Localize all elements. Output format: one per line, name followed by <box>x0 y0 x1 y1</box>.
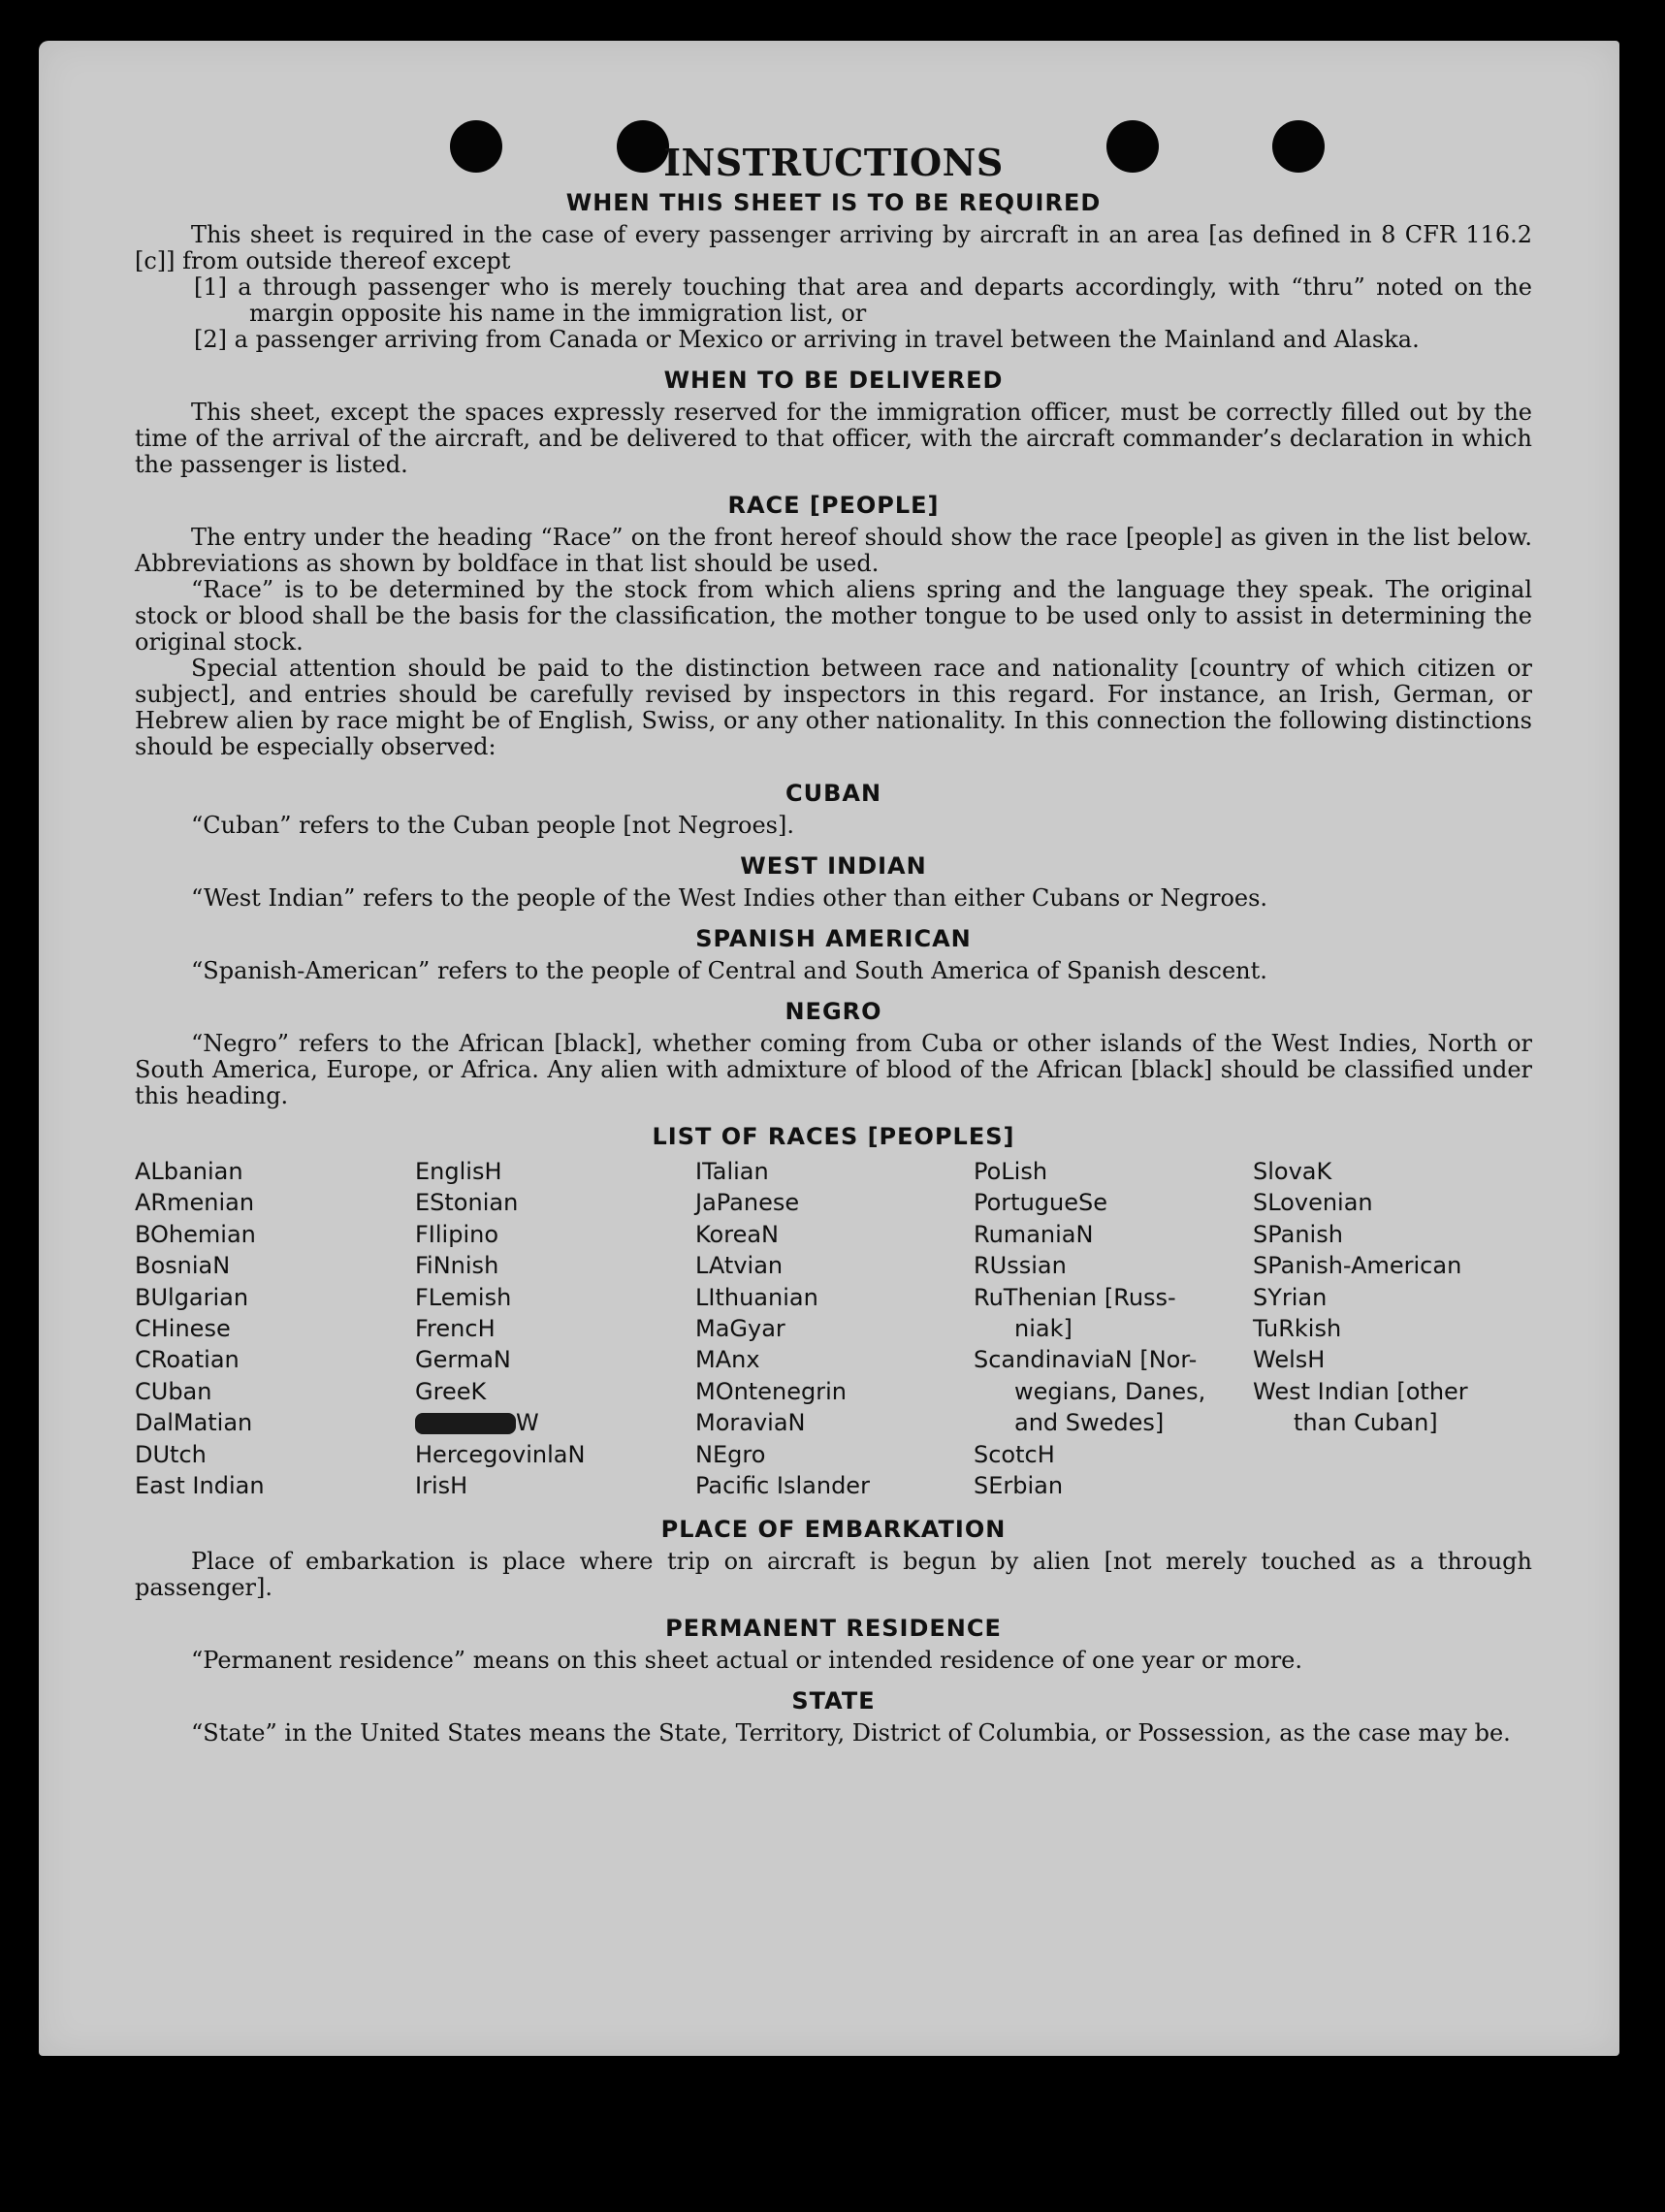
race-entry: SPanish <box>1253 1220 1343 1248</box>
ink-smudge <box>415 1413 516 1434</box>
race-entry: SPanish-American <box>1253 1252 1462 1280</box>
race-entry <box>415 1407 695 1438</box>
race-entry: FIlipino <box>415 1220 499 1248</box>
spanish-american-text: “Spanish-American” refers to the people of Central and South America of Spanish descent. <box>191 957 1267 984</box>
section-heading-residence: PERMANENT RESIDENCE <box>665 1615 1002 1643</box>
section-heading-race: RACE [PEOPLE] <box>727 492 940 519</box>
race-entry: PoLish <box>974 1158 1048 1185</box>
race-entry: CRoatian <box>135 1346 240 1374</box>
cuban-text: “Cuban” refers to the Cuban people [not Negroes]. <box>191 812 794 839</box>
section-heading-required: WHEN THIS SHEET IS TO BE REQUIRED <box>565 189 1102 216</box>
race-entry: SLovenian <box>1253 1189 1373 1217</box>
race-entry: RUssian <box>974 1252 1067 1280</box>
race-entry: SYrian <box>1253 1283 1328 1311</box>
race-entry: West Indian [other <box>1253 1377 1468 1405</box>
race-entry: SErbian <box>974 1472 1064 1500</box>
race-entry: MOntenegrin <box>695 1377 847 1405</box>
race-paragraph-3: Special attention should be paid to the distinction between race and nationality [country of which citizen or subject], and entries should be carefully revised by inspectors in this regard. For instance, an Irish, German, or Hebrew alien by race might be of English, Swiss, or any other nationality. In this connection the following distinctions should be especially observed: <box>135 655 1532 760</box>
race-entry: BosniaN <box>135 1252 231 1280</box>
race-entry: LAtvian <box>695 1252 784 1280</box>
race-entry: DUtch <box>135 1440 207 1468</box>
section-heading-list-of-races: LIST OF RACES [PEOPLES] <box>652 1123 1015 1150</box>
smudged-race-suffix: W <box>516 1409 539 1437</box>
race-entry: SlovaK <box>1253 1158 1332 1185</box>
race-entry <box>1253 1470 1532 1501</box>
section-heading-state: STATE <box>791 1687 876 1715</box>
instructions-content <box>135 142 1532 1747</box>
race-entry: BUlgarian <box>135 1283 249 1311</box>
race-entry: LIthuanian <box>695 1283 818 1311</box>
section-heading-negro: NEGRO <box>784 998 882 1025</box>
race-entry: niak] <box>1014 1315 1073 1343</box>
race-entry: TuRkish <box>1253 1315 1342 1343</box>
race-entry: WelsH <box>1253 1346 1326 1374</box>
race-paragraph-1: The entry under the heading “Race” on the front hereof should show the race [people] as given in the list below. Abbreviations as shown by boldface in that list should be used. <box>135 524 1532 577</box>
race-entry: East Indian <box>135 1472 265 1500</box>
section-heading-cuban: CUBAN <box>784 780 882 807</box>
race-entry: ScotcH <box>974 1440 1055 1468</box>
race-entry: CHinese <box>135 1315 231 1343</box>
race-entry: FrencH <box>415 1315 496 1343</box>
race-entry: FiNnish <box>415 1252 499 1280</box>
race-entry: HercegovinlaN <box>415 1440 586 1468</box>
race-entry: MaGyar <box>695 1315 785 1343</box>
required-item-2: [2] a passenger arriving from Canada or Mexico or arriving in travel between the Mainland and Alaska. <box>194 326 1420 353</box>
race-entry: JaPanese <box>695 1189 800 1217</box>
race-entry: and Swedes] <box>1014 1409 1165 1437</box>
section-heading-spanish-american: SPANISH AMERICAN <box>695 925 972 952</box>
section-heading-west-indian: WEST INDIAN <box>740 852 927 880</box>
residence-text: “Permanent residence” means on this sheet actual or intended residence of one year or more. <box>191 1647 1302 1675</box>
race-entry: ALbanian <box>135 1158 243 1185</box>
required-intro: This sheet is required in the case of every passenger arriving by aircraft in an area [as defined in 8 CFR 116.2 [c]] from outside thereof except <box>135 221 1532 274</box>
page-title: INSTRUCTIONS <box>663 141 1004 184</box>
embarkation-text: Place of embarkation is place where trip on aircraft is begun by alien [not merely touched as a through passenger]. <box>135 1548 1532 1602</box>
race-entry: KoreaN <box>695 1220 779 1248</box>
race-entry: MAnx <box>695 1346 760 1374</box>
race-entry: CUban <box>135 1377 212 1405</box>
race-entry: than Cuban] <box>1294 1409 1438 1437</box>
state-text: “State” in the United States means the State, Territory, District of Columbia, or Possession, as the case may be. <box>191 1719 1511 1747</box>
race-entry: RumaniaN <box>974 1220 1094 1248</box>
section-heading-delivered: WHEN TO BE DELIVERED <box>663 367 1004 394</box>
race-entry: DalMatian <box>135 1409 253 1437</box>
race-entry: BOhemian <box>135 1220 256 1248</box>
required-item-1: [1] a through passenger who is merely touching that area and departs accordingly, with “thru” noted on the margin opposite his name in the immigration list, or <box>194 273 1532 327</box>
race-entry: IrisH <box>415 1472 468 1500</box>
race-entry: EnglisH <box>415 1158 502 1185</box>
races-table <box>135 1156 1532 1501</box>
race-entry: Pacific Islander <box>695 1472 870 1500</box>
race-entry: ARmenian <box>135 1189 255 1217</box>
race-entry: GreeK <box>415 1377 487 1405</box>
race-entry: RuThenian [Russ- <box>974 1283 1176 1311</box>
race-entry: ScandinaviaN [Nor- <box>974 1346 1198 1374</box>
negro-text: “Negro” refers to the African [black], whether coming from Cuba or other islands of the West Indies, North or South America, Europe, or Africa. Any alien with admixture of blood of the African [black] should be classified under this heading. <box>135 1030 1532 1109</box>
race-entry <box>1253 1439 1532 1470</box>
delivered-text: This sheet, except the spaces expressly reserved for the immigration officer, must be correctly filled out by the time of the arrival of the aircraft, and be delivered to that officer, with the aircraft commander’s declaration in which the passenger is listed. <box>135 399 1532 478</box>
race-paragraph-2: “Race” is to be determined by the stock from which aliens spring and the language they speak. The original stock or blood shall be the basis for the classification, the mother tongue to be used only to assist in determining the original stock. <box>135 576 1532 656</box>
race-entry: GermaN <box>415 1346 511 1374</box>
section-heading-embarkation: PLACE OF EMBARKATION <box>660 1516 1007 1544</box>
race-entry: ITalian <box>695 1158 769 1185</box>
race-entry: EStonian <box>415 1189 519 1217</box>
race-entry: PortugueSe <box>974 1189 1107 1217</box>
race-entry: wegians, Danes, <box>1014 1377 1206 1405</box>
race-entry: FLemish <box>415 1283 512 1311</box>
race-entry: NEgro <box>695 1440 766 1468</box>
west-indian-text: “West Indian” refers to the people of the West Indies other than either Cubans or Negroes. <box>191 884 1268 912</box>
race-entry: MoraviaN <box>695 1409 806 1437</box>
